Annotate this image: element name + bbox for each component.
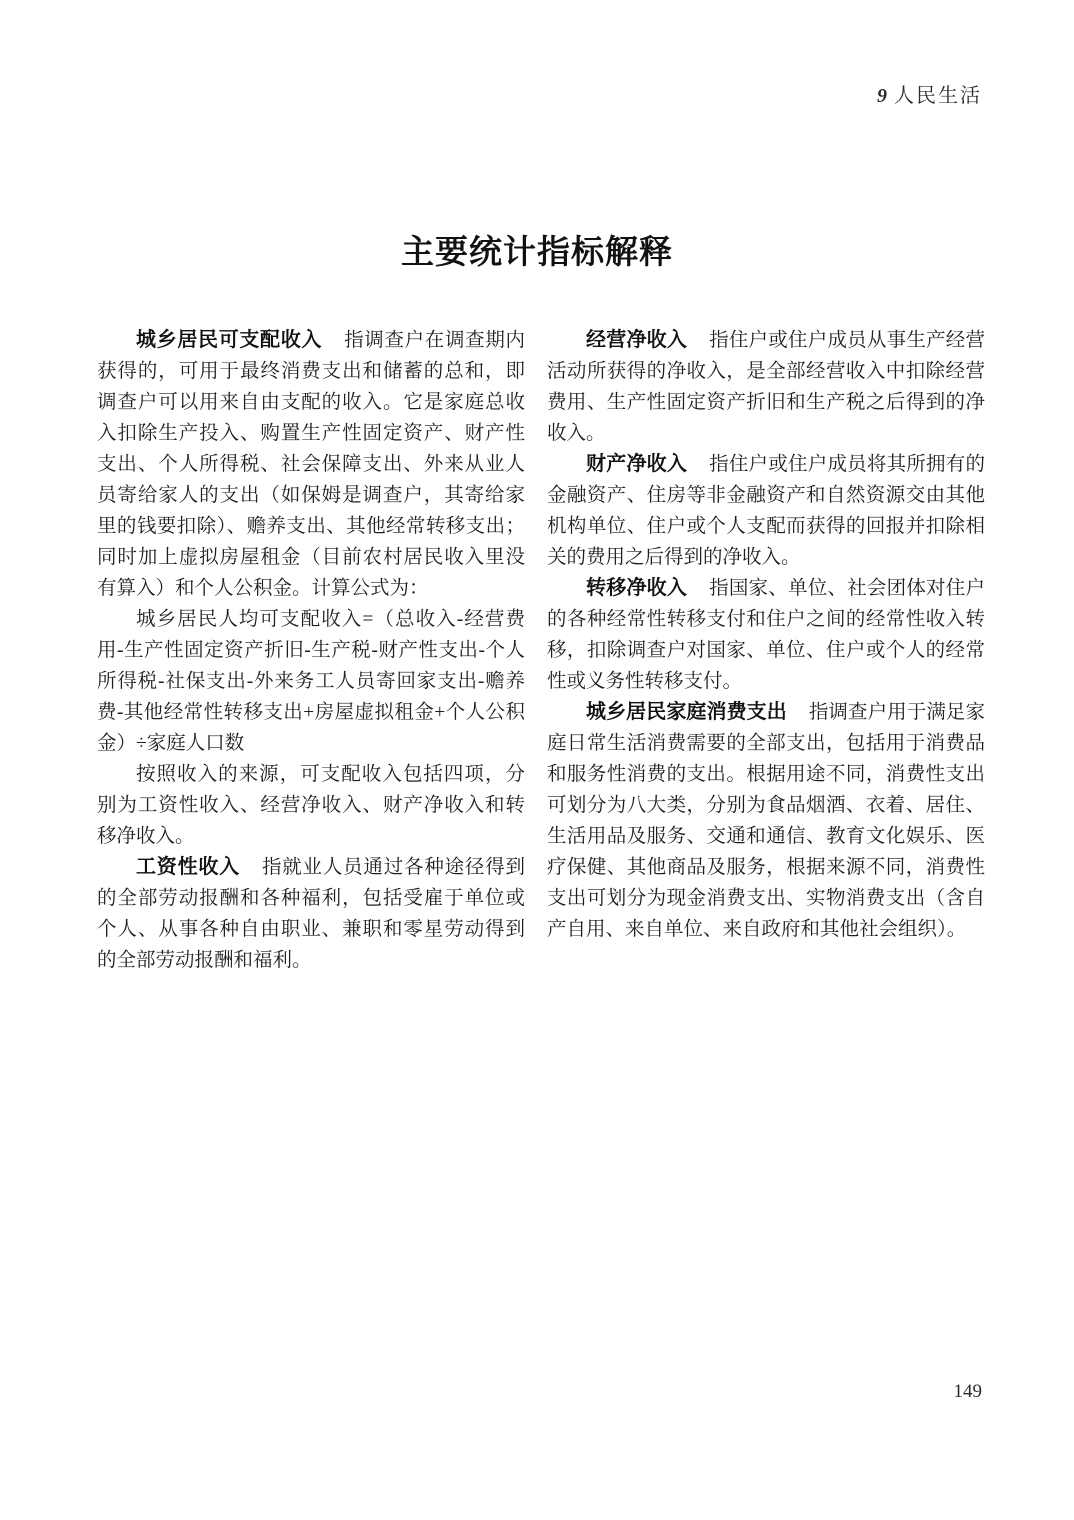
page-number: 149 — [953, 1381, 982, 1402]
chapter-title: 人民生活 — [894, 85, 982, 107]
running-head — [877, 84, 982, 108]
chapter-number: 9 — [877, 85, 887, 107]
definition-paragraph — [547, 573, 985, 697]
definition-paragraph — [547, 697, 985, 945]
term-label: 转移净收入 — [586, 577, 688, 599]
formula-paragraph — [97, 604, 525, 759]
definition-paragraph — [547, 449, 985, 573]
term-label: 工资性收入 — [136, 856, 240, 878]
term-label: 城乡居民家庭消费支出 — [586, 701, 787, 723]
body-paragraph — [97, 759, 525, 852]
definition-paragraph — [97, 852, 525, 976]
column-right — [547, 325, 985, 976]
column-left — [97, 325, 525, 976]
definition-text: 指住户或住户成员将其所拥有的金融资产、住房等非金融资产和自然资源交由其他机构单位、住户或个人支配而获得的回报并扣除相关的费用之后得到的净收入。 — [547, 454, 985, 568]
definition-text: 指住户或住户成员从事生产经营活动所获得的净收入，是全部经营收入中扣除经营费用、生产性固定资产折旧和生产税之后得到的净收入。 — [547, 330, 985, 444]
definition-columns — [97, 325, 985, 976]
definition-text: 指调查户用于满足家庭日常生活消费需要的全部支出，包括用于消费品和服务性消费的支出。根据用途不同，消费性支出可划分为八大类，分别为食品烟酒、衣着、居住、生活用品及服务、交通和通信、教育文化娱乐、医疗保健、其他商品及服务，根据来源不同，消费性支出可划分为现金消费支出、实物消费支出（含自产自用、来自单位、来自政府和其他社会组织）。 — [547, 702, 985, 940]
definition-text: 指国家、单位、社会团体对住户的各种经常性转移支付和住户之间的经常性收入转移，扣除调查户对国家、单位、住户或个人的经常性或义务性转移支付。 — [547, 578, 985, 692]
term-label: 经营净收入 — [586, 329, 688, 351]
term-label: 城乡居民可支配收入 — [136, 329, 323, 351]
definition-text: 指调查户在调查期内获得的，可用于最终消费支出和储蓄的总和，即调查户可以用来自由支配的收入。它是家庭总收入扣除生产投入、购置生产性固定资产、财产性支出、个人所得税、社会保障支出、外来从业人员寄给家人的支出（如保姆是调查户，其寄给家里的钱要扣除）、赡养支出、其他经常转移支出；同时加上虚拟房屋租金（目前农村居民收入里没有算入）和个人公积金。计算公式为： — [97, 330, 525, 599]
definition-paragraph — [97, 325, 525, 604]
formula-text: 城乡居民人均可支配收入=（总收入-经营费用-生产性固定资产折旧-生产税-财产性支出-个人所得税-社保支出-外来务工人员寄回家支出-赡养费-其他经常性转移支出+房屋虚拟租金+个人公积金）÷家庭人口数 — [97, 609, 525, 754]
term-label: 财产净收入 — [586, 453, 688, 475]
page-title: 主要统计指标解释 — [401, 233, 673, 271]
definition-text: 指就业人员通过各种途径得到的全部劳动报酬和各种福利，包括受雇于单位或个人、从事各种自由职业、兼职和零星劳动得到的全部劳动报酬和福利。 — [97, 857, 525, 971]
definition-paragraph — [547, 325, 985, 449]
body-text: 按照收入的来源，可支配收入包括四项，分别为工资性收入、经营净收入、财产净收入和转移净收入。 — [97, 764, 525, 847]
